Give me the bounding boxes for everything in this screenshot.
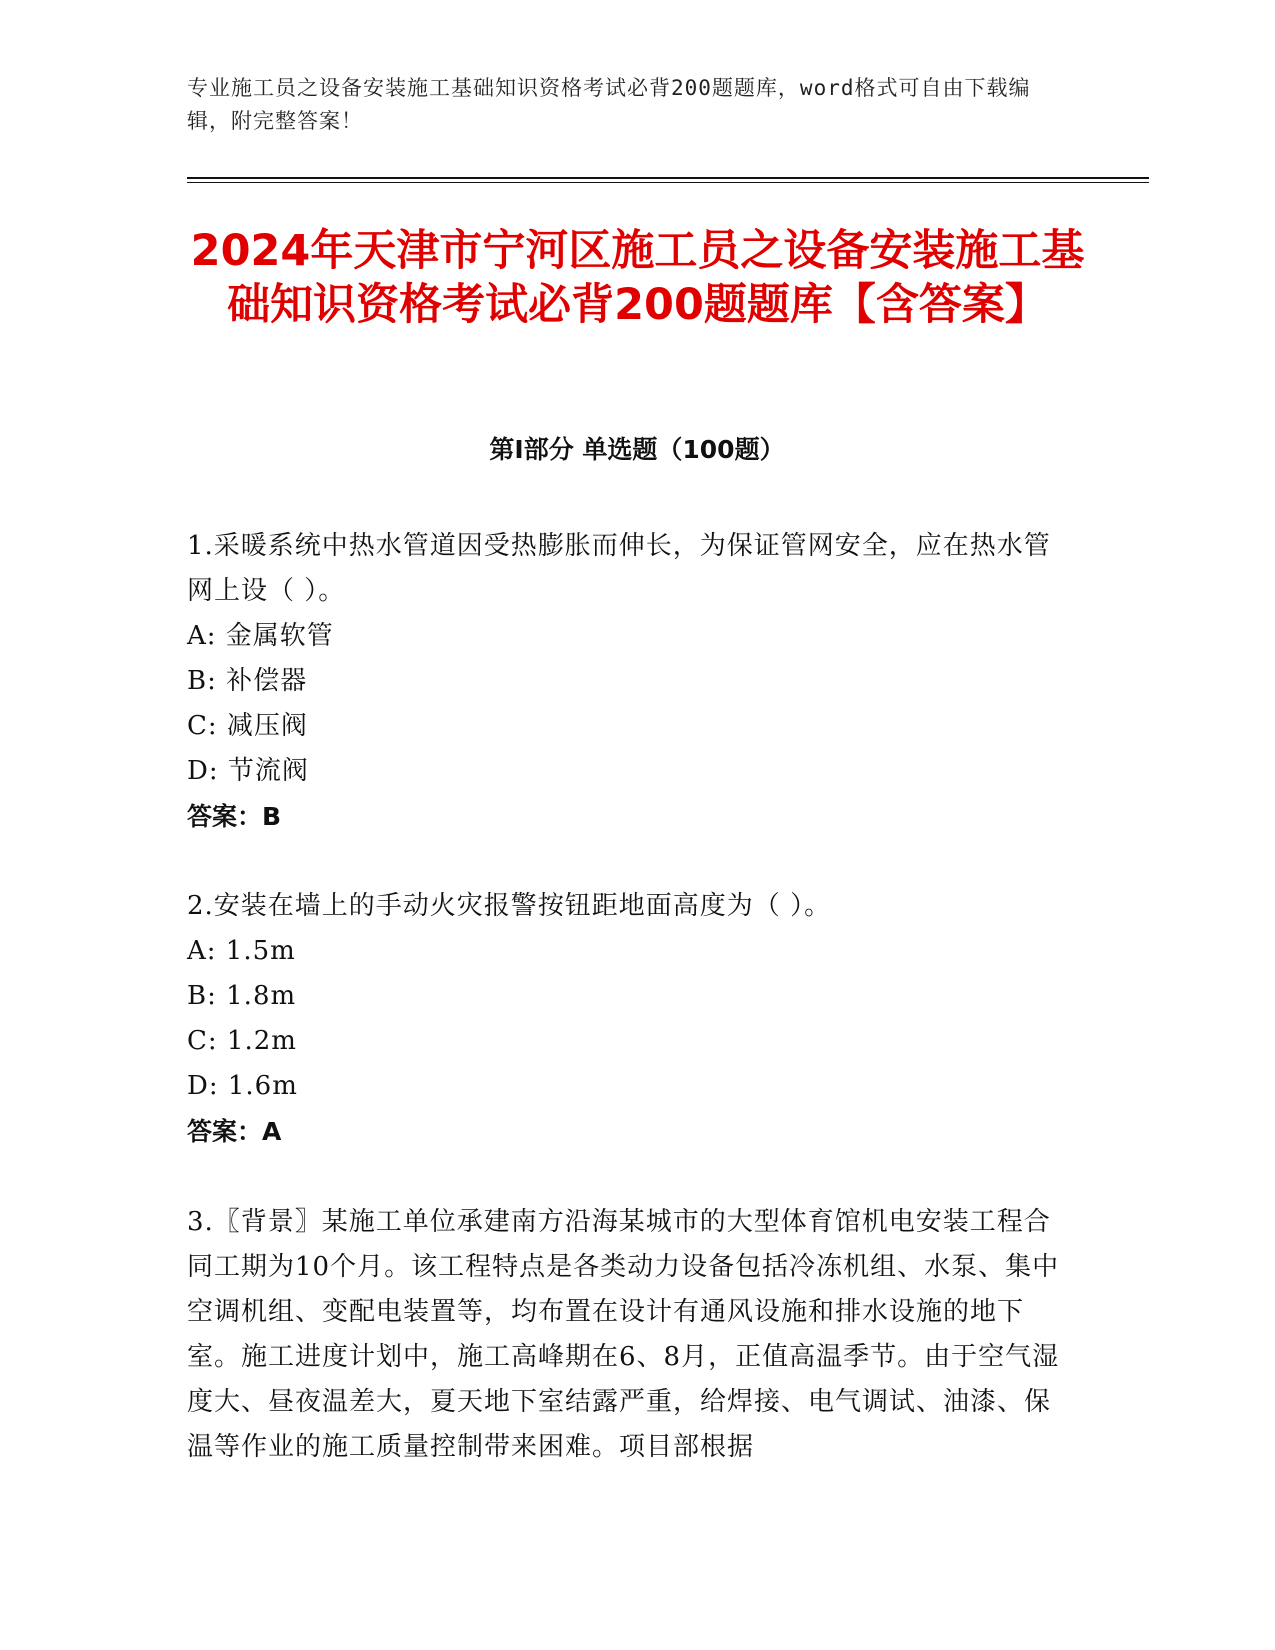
answer: 答案：A — [187, 1117, 282, 1146]
question-text: 1.采暖系统中热水管道因受热膨胀而伸长，为保证管网安全，应在热水管网上设（ ）。 — [187, 531, 1051, 606]
option-c: C: 1.2m — [187, 1026, 297, 1056]
option-a: A: 1.5m — [187, 936, 296, 966]
option-b: B: 补偿器 — [187, 666, 308, 696]
document-title: 2024年天津市宁河区施工员之设备安装施工基础知识资格考试必背200题题库【含答案】 — [190, 226, 1085, 330]
header-rule-thin — [187, 182, 1149, 183]
question-text: 3.〖背景〗某施工单位承建南方沿海某城市的大型体育馆机电安装工程合同工期为10个月。该工程特点是各类动力设备包括冷冻机组、水泵、集中空调机组、变配电装置等，均布置在设计有通风设施和排水设施的地下室。施工进度计划中，施工高峰期在6、8月，正值高温季节。由于空气湿度大、昼夜温差大，夏天地下室结露严重，给焊接、电气调试、油漆、保温等作业的施工质量控制带来困难。项目部根据 — [187, 1207, 1060, 1462]
option-d: D: 1.6m — [187, 1071, 298, 1101]
answer: 答案：B — [187, 802, 282, 831]
option-a: A: 金属软管 — [187, 621, 334, 651]
question-1 — [187, 524, 1067, 840]
question-2 — [187, 884, 1067, 1155]
option-b: B: 1.8m — [187, 981, 297, 1011]
section-title: 第Ⅰ部分 单选题（100题） — [489, 435, 785, 464]
option-d: D: 节流阀 — [187, 756, 309, 786]
header-rule-thick — [187, 177, 1149, 179]
option-c: C: 减压阀 — [187, 711, 308, 741]
question-3 — [187, 1200, 1067, 1470]
header-note: 专业施工员之设备安装施工基础知识资格考试必背200题题库，word格式可自由下载编辑，附完整答案！ — [187, 76, 1031, 133]
question-text: 2.安装在墙上的手动火灾报警按钮距地面高度为（ ）。 — [187, 891, 832, 921]
